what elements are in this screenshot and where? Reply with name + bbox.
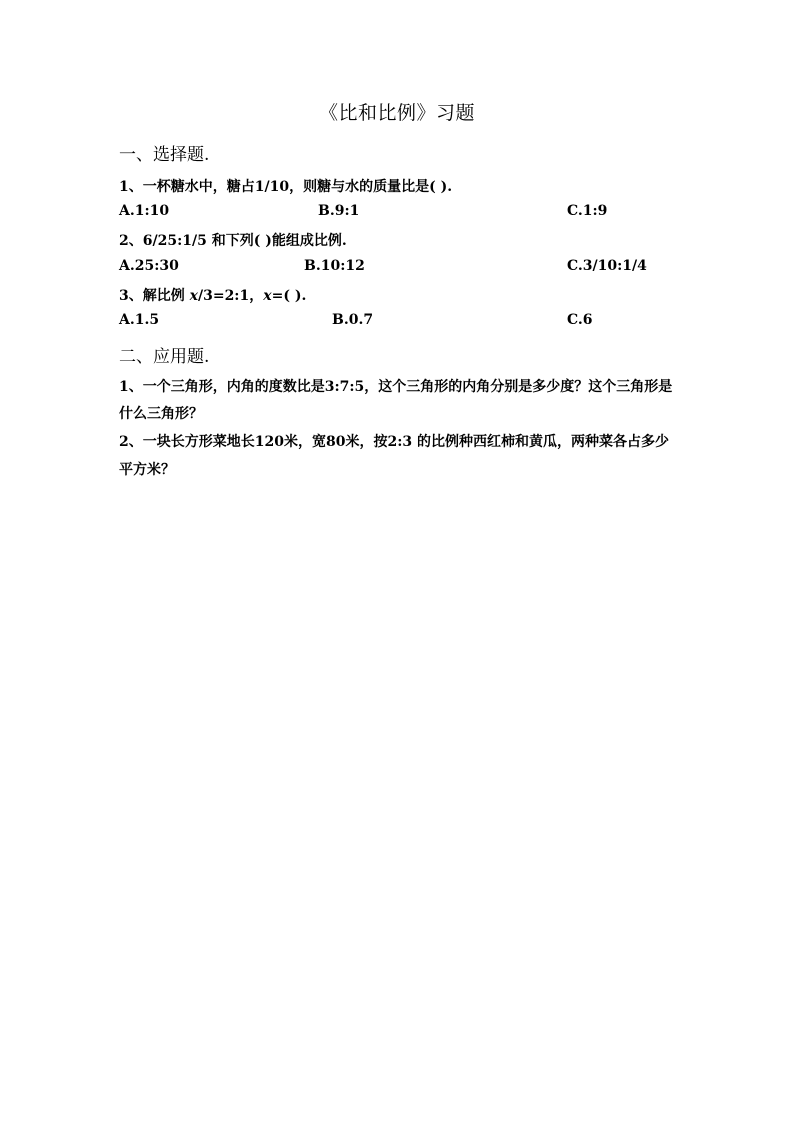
section-heading-application: 二、应用题. [119,347,210,367]
question-3-variable-x-2: x [263,288,272,304]
question-2-text: 2、6/25:1/5 和下列( )能组成比例. [119,233,347,249]
question-3-mid: /3=2:1， [197,288,264,304]
application-question-2-line-1: 2、一块长方形菜地长120米，宽80米，按2:3 的比例种西红柿和黄瓜，两种菜各占多少 [119,434,669,450]
question-1-option-b: B.9:1 [318,203,360,219]
question-3-prefix: 3、解比例 [119,288,190,304]
question-1-text: 1、一杯糖水中，糖占1/10，则糖与水的质量比是( ). [119,179,453,195]
question-2-option-b: B.10:12 [304,258,365,274]
section-heading-choice: 一、选择题. [119,145,210,165]
application-question-1-line-1: 1、一个三角形，内角的度数比是3:7:5，这个三角形的内角分别是多少度？这个三角形是 [119,379,673,395]
question-1-option-a: A.1:10 [119,203,170,219]
question-2-option-a: A.25:30 [119,258,179,274]
application-question-2-line-2: 平方米？ [119,462,175,478]
question-2-option-c: C.3/10:1/4 [567,258,647,274]
question-3-variable-x: x [189,288,198,304]
application-question-1-line-2: 什么三角形？ [119,406,203,422]
question-3-text [119,285,306,305]
question-3-option-b: B.0.7 [332,312,374,328]
page-title: 《比和比例》习题 [318,102,475,124]
question-3-option-a: A.1.5 [119,312,160,328]
question-1-option-c: C.1:9 [567,203,608,219]
question-3-suffix: =( ). [271,288,307,304]
question-3-option-c: C.6 [567,312,593,328]
